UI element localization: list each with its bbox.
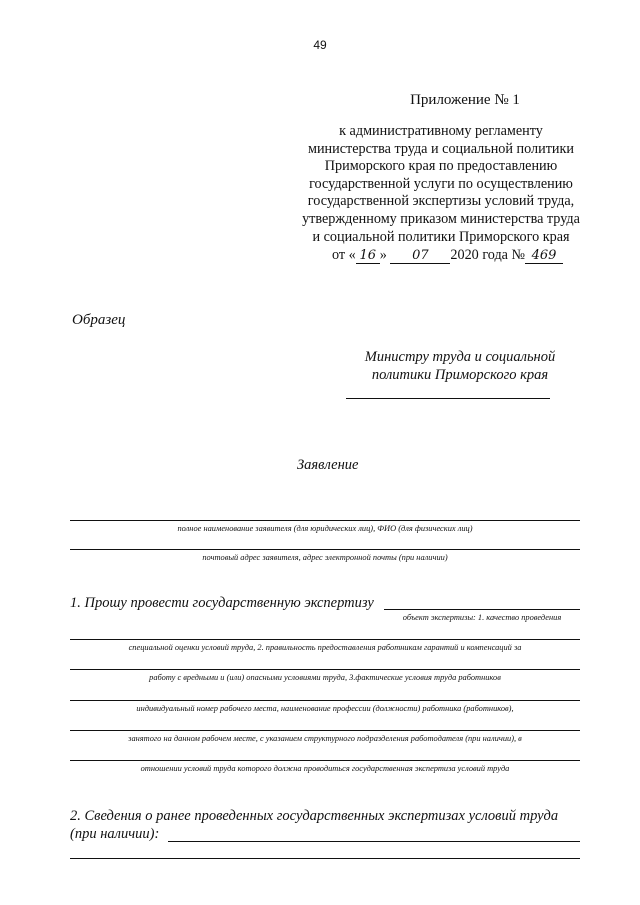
section1-note: объект экспертизы: 1. качество проведения xyxy=(402,613,562,622)
section2-heading-cont: (при наличии): xyxy=(70,826,160,842)
regulation-line: государственной экспертизы условий труда, xyxy=(307,193,575,210)
addressee-blank-line xyxy=(346,398,550,399)
document-title: Заявление xyxy=(297,457,359,473)
regulation-line: к административному регламенту xyxy=(339,123,543,139)
applicant-name-caption: полное наименование заявителя (для юридических лиц), ФИО (для физических лиц) xyxy=(177,524,473,533)
regulation-line: и социальной политики Приморского края xyxy=(312,228,570,245)
section1-field-line xyxy=(70,730,580,731)
sample-label: Образец xyxy=(72,312,126,328)
addressee xyxy=(330,348,590,384)
section1-note: индивидуальный номер рабочего места, наименование профессии (должности) работника (работников), xyxy=(136,704,514,713)
regulation-line: государственной услуги по осуществлению xyxy=(309,175,573,192)
section1-field-line xyxy=(70,760,580,761)
regulation-line: Приморского края по предоставлению xyxy=(324,158,558,175)
section1-note: отношении условий труда которого должна проводиться государственная экспертиза условий труда xyxy=(140,764,510,773)
order-year-text: 2020 года № xyxy=(450,247,526,263)
section1-field-line xyxy=(70,669,580,670)
appendix-title: Приложение № 1 xyxy=(410,92,520,108)
applicant-name-field-line xyxy=(70,520,580,521)
section1-field-line xyxy=(70,700,580,701)
section1-field-line xyxy=(70,639,580,640)
applicant-address-field-line xyxy=(70,549,580,550)
section1-note: занятого на данном рабочем месте, с указанием структурного подразделения работодателя (при наличии), в xyxy=(128,734,522,743)
section1-note: работу с вредными и (или) опасными условиями труда, 3.фактические условия труда работников xyxy=(149,673,501,682)
regulation-line: министерства труда и социальной политики xyxy=(307,140,574,157)
addressee-line: Министру труда и социальной xyxy=(364,349,556,365)
section1-object-line xyxy=(384,609,580,610)
addressee-line: политики Приморского края xyxy=(371,367,549,383)
order-prefix: от « xyxy=(332,247,356,263)
section2-heading: 2. Сведения о ранее проведенных государственных экспертизах условий труда xyxy=(70,808,559,824)
section2-field-line xyxy=(168,841,580,842)
section1-note: специальной оценки условий труда, 2. правильность предоставления работникам гарантий и компенсаций за xyxy=(128,643,522,652)
section1-heading: 1. Прошу провести государственную экспертизу xyxy=(70,595,374,611)
order-month-handwritten: 07 xyxy=(390,249,450,264)
regulation-reference xyxy=(286,123,596,246)
order-quote-close: » xyxy=(379,247,387,263)
order-date-line xyxy=(332,247,563,264)
applicant-address-caption: почтовый адрес заявителя, адрес электронной почты (при наличии) xyxy=(202,553,448,562)
section2-field-line xyxy=(70,858,580,859)
page-number: 49 xyxy=(313,38,327,52)
order-day-handwritten: 16 xyxy=(356,249,380,264)
order-number-handwritten: 469 xyxy=(525,249,563,264)
regulation-line: утвержденному приказом министерства труда xyxy=(302,210,580,227)
